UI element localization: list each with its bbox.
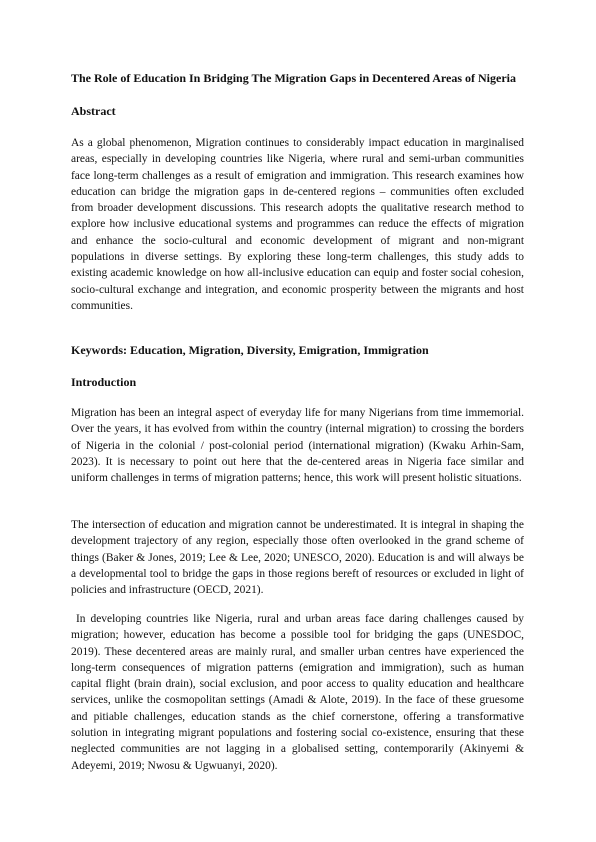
intro-paragraph-2: The intersection of education and migration cannot be underestimated. It is integral in shaping the development trajectory of any region, especially those often overlooked in the grand scheme of things (Baker & Jones, 2019; Lee & Lee, 2020; UNESCO, 2020). Education is and will always be a developmental tool to bridge the gaps in those regions bereft of resources or excluded in light of policies and infrastructure (OECD, 2021). [71, 519, 524, 597]
intro-paragraph-3: In developing countries like Nigeria, rural and urban areas face daring challenges caused by migration; however, education has become a possible tool for bridging the gaps (UNESDOC, 2019). These decentered areas are mainly rural, and smaller urban centres have experienced the long-term consequences of migration patterns (emigration and immigration), such as human capital flight (brain drain), social exclusion, and poor access to quality education and healthcare services, unlike the cosmopolitan settings (Amadi & Alote, 2019). In the face of these gruesome and pitiable challenges, education stands as the chief cornerstone, offering a transformative solution in integrating migrant populations and fostering social co-existence, ensuring that these neglected communities are not lagging in a globalised setting, contemporarily (Akinyemi & Adeyemi, 2019; Nwosu & Ugwuanyi, 2020). [71, 613, 527, 772]
abstract-text: As a global phenomenon, Migration continues to considerably impact education in marginalised areas, especially in developing countries like Nigeria, where rural and semi-urban communities face long-term challenges as a result of emigration and immigration. This research examines how education can bridge the migration gaps in de-centered regions – communities often excluded from broader development discussions. This research adopts the qualitative research method to explore how inclusive educational systems and programmes can reduce the effects of migration and enhance the socio-cultural and economic development of migrant and non-migrant populations in diverse settings. By exploring these long-term challenges, this study adds to existing academic knowledge on how all-inclusive education can equip and foster social cohesion, socio-cultural exchange and integration, and economic prosperity between the migrants and host communities. [71, 137, 524, 312]
intro-paragraph-1: Migration has been an integral aspect of everyday life for many Nigerians from time immemorial. Over the years, it has evolved from within the country (internal migration) to crossing the borders of Nigeria in the colonial / post-colonial period (international migration) (Kwaku Arhin-Sam, 2023). It is necessary to point out here that the de-centered areas in Nigeria face similar and uniform challenges in terms of migration patterns; hence, this work will present holistic situations. [71, 407, 524, 485]
keywords-line: Keywords: Education, Migration, Diversity, Emigration, Immigration [71, 343, 429, 357]
introduction-heading: Introduction [71, 375, 137, 389]
paper-title: The Role of Education In Bridging The Migration Gaps in Decentered Areas of Nigeria [71, 71, 517, 85]
abstract-heading: Abstract [71, 104, 116, 118]
